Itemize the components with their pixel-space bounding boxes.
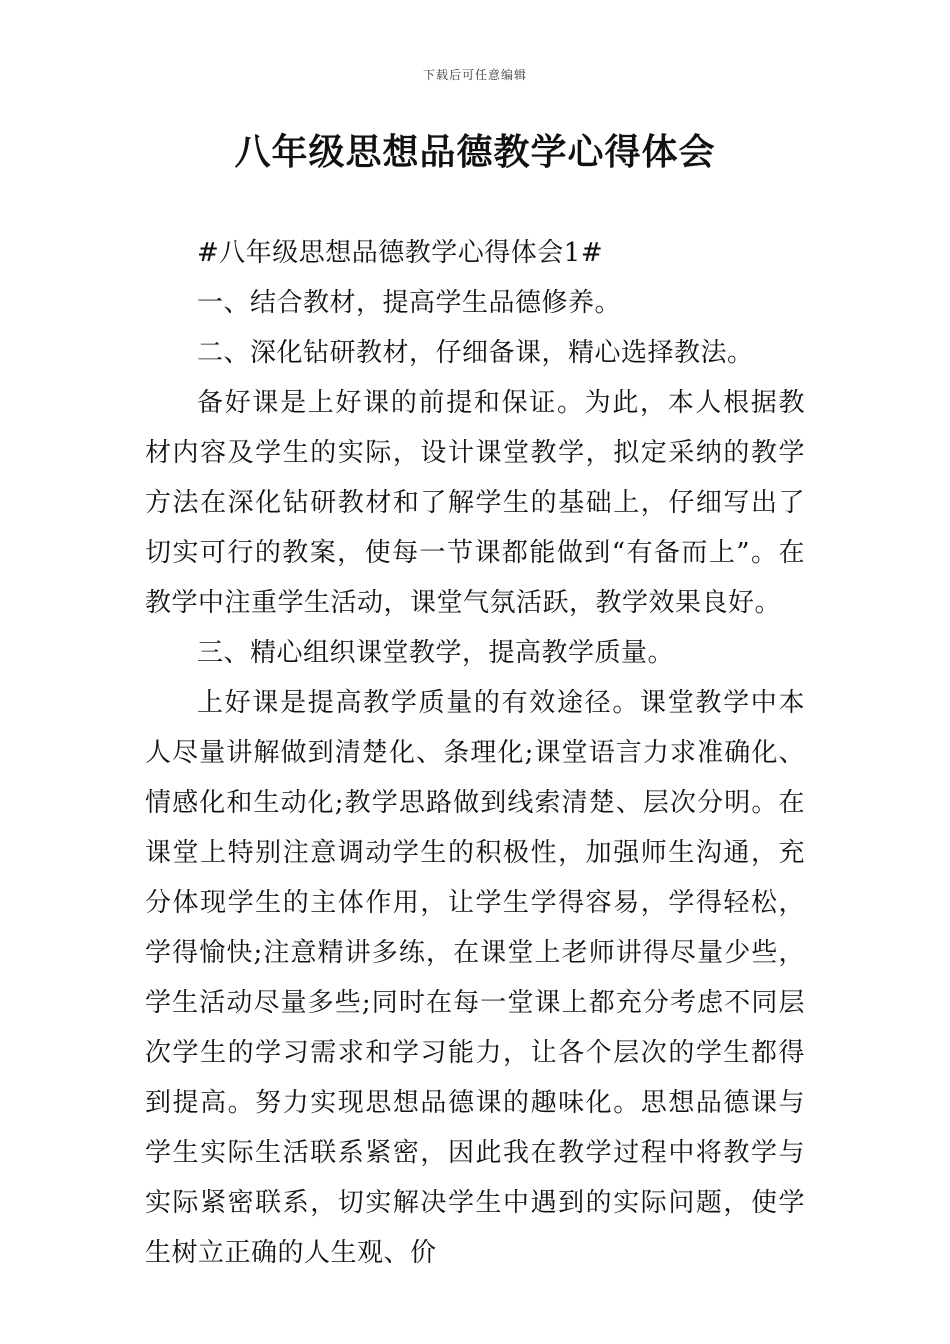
document-body bbox=[145, 228, 805, 1278]
paragraph: 三、精心组织课堂教学，提高教学质量。 bbox=[197, 638, 675, 668]
paragraph: 一、结合教材，提高学生品德修养。 bbox=[197, 288, 622, 318]
paragraph: 二、深化钻研教材，仔细备课，精心选择教法。 bbox=[197, 338, 754, 368]
document-title: 八年级思想品德教学心得体会 bbox=[234, 132, 716, 173]
paragraph: 备好课是上好课的前提和保证。为此，本人根据教材内容及学生的实际，设计课堂教学，拟定采纳的教学方法在深化钻研教材和了解学生的基础上，仔细写出了切实可行的教案，使每一节课都能做到“有备而上”。在教学中注重学生活动，课堂气氛活跃，教学效果良好。 bbox=[145, 388, 805, 618]
section-heading: #八年级思想品德教学心得体会1# bbox=[197, 238, 604, 268]
header-note: 下载后可任意编辑 bbox=[422, 68, 527, 82]
paragraph: 上好课是提高教学质量的有效途径。课堂教学中本人尽量讲解做到清楚化、条理化;课堂语言力求准确化、情感化和生动化;教学思路做到线索清楚、层次分明。在课堂上特别注意调动学生的积极性，加强师生沟通，充分体现学生的主体作用，让学生学得容易，学得轻松，学得愉快;注意精讲多练，在课堂上老师讲得尽量少些，学生活动尽量多些;同时在每一堂课上都充分考虑不同层次学生的学习需求和学习能力，让各个层次的学生都得到提高。努力实现思想品德课的趣味化。思想品德课与学生实际生活联系紧密，因此我在教学过程中将教学与实际紧密联系，切实解决学生中遇到的实际问题，使学生树立正确的人生观、价 bbox=[145, 688, 805, 1268]
